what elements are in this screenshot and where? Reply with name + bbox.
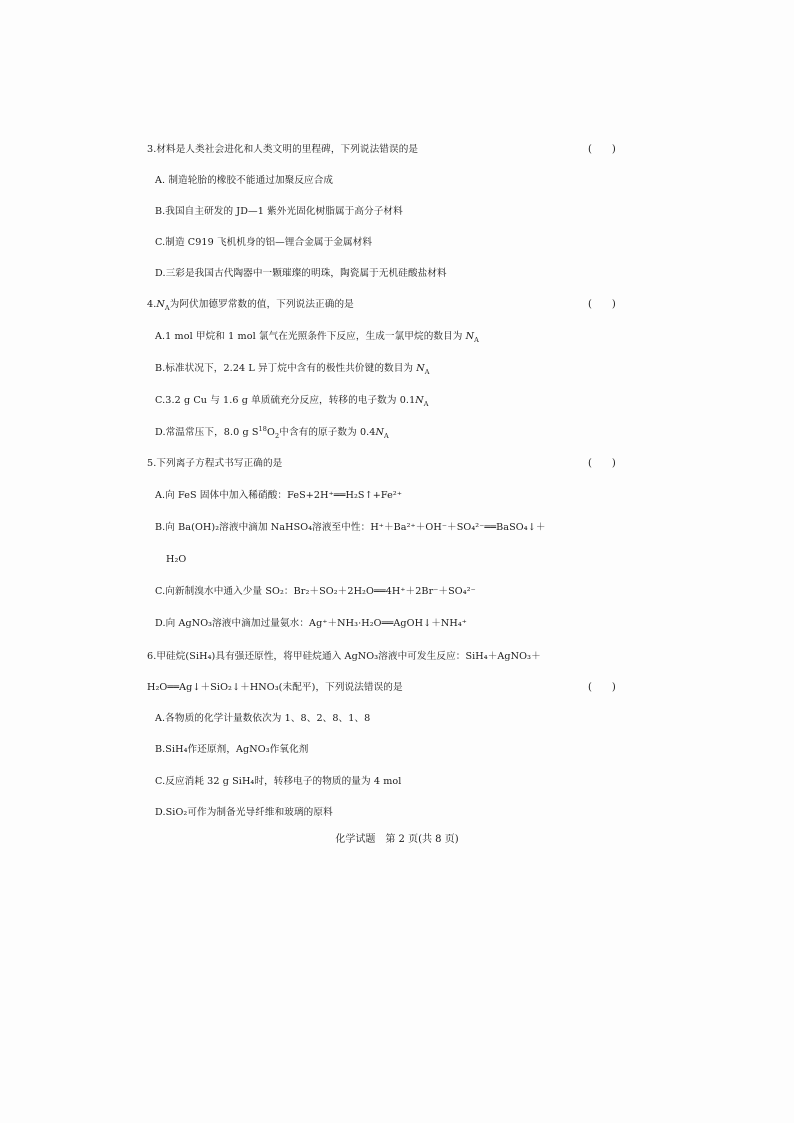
q5-stem: 5.下列离子方程式书写正确的是	[147, 458, 283, 469]
q6-option-d: D.SiO₂可作为制备光导纤维和玻璃的原料	[155, 807, 333, 818]
q3-stem: 3.材料是人类社会进化和人类文明的里程碑，下列说法错误的是	[147, 144, 419, 155]
q6-option-a: A.各物质的化学计量数依次为 1、8、2、8、1、8	[155, 713, 371, 724]
q5-option-b: B.向 Ba(OH)₂溶液中滴加 NaHSO₄溶液至中性：H⁺＋Ba²⁺＋OH⁻＋SO₄²⁻══BaSO₄↓＋	[155, 522, 546, 533]
q4-option-c: C.3.2 g Cu 与 1.6 g 单质硫充分反应，转移的电子数为 $0.1N_A$	[155, 395, 429, 408]
page-footer: 化学试题 第 2 页(共 8 页)	[335, 834, 459, 845]
q5-option-c: C.向新制溴水中通入少量 SO₂：Br₂＋SO₂＋2H₂O══4H⁺＋2Br⁻＋SO₄²⁻	[155, 586, 476, 597]
q4-option-b: B.标准状况下，2.24 L 异丁烷中含有的极性共价键的数目为 $N_A$	[155, 363, 430, 376]
q5-option-b-cont: H₂O	[166, 554, 187, 565]
q3-option-b: B.我国自主研发的 JD—1 紫外光固化树脂属于高分子材料	[155, 206, 403, 217]
q5-option-d: D.向 AgNO₃溶液中滴加过量氨水：Ag⁺＋NH₃·H₂O══AgOH↓＋NH₄⁺	[155, 618, 467, 629]
q6-stem-line2: H₂O══Ag↓＋SiO₂↓＋HNO₃(未配平)，下列说法错误的是	[147, 682, 403, 693]
q3-answer-paren: ( )	[588, 144, 616, 155]
q6-option-c: C.反应消耗 32 g SiH₄时，转移电子的物质的量为 4 mol	[155, 776, 402, 787]
q3-option-d: D.三彩是我国古代陶器中一颗璀璨的明珠，陶瓷属于无机硅酸盐材料	[155, 268, 447, 279]
q4-option-d: D.常温常压下，8.0 g $S^{18}O_2$中含有的原子数为 $0.4N_A$	[155, 424, 389, 440]
q5-answer-paren: ( )	[588, 458, 616, 469]
q6-stem-line1: 6.甲硅烷(SiH₄)具有强还原性，将甲硅烷通入 AgNO₃溶液中可发生反应：SiH₄＋AgNO₃＋	[147, 651, 541, 662]
q5-option-a: A.向 FeS 固体中加入稀硝酸：FeS+2H⁺══H₂S↑+Fe²⁺	[155, 490, 402, 501]
q3-option-c: C.制造 C919 飞机机身的铝—锂合金属于金属材料	[155, 237, 373, 248]
q4-answer-paren: ( )	[588, 299, 616, 310]
q6-answer-paren: ( )	[588, 682, 616, 693]
q4-stem: $4.N_A$为阿伏加德罗常数的值，下列说法正确的是	[147, 299, 354, 312]
q6-option-b: B.SiH₄作还原剂，AgNO₃作氧化剂	[155, 744, 309, 755]
q3-option-a: A. 制造轮胎的橡胶不能通过加聚反应合成	[155, 175, 334, 186]
q4-option-a: A.1 mol 甲烷和 1 mol 氯气在光照条件下反应，生成一氯甲烷的数目为 $N_A$	[155, 331, 479, 344]
